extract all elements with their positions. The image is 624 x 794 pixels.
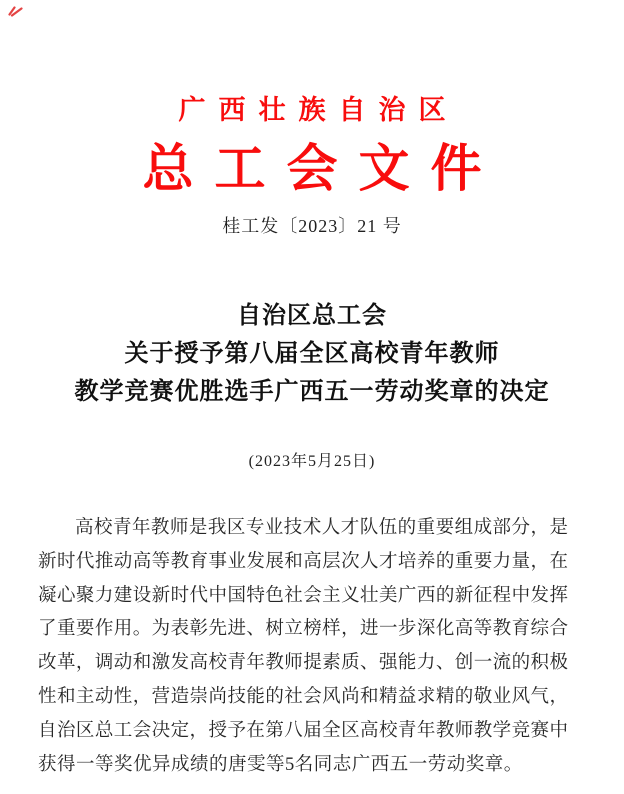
document-date: (2023年5月25日) [248,453,376,470]
body-paragraph [38,512,568,782]
document-number: 桂工发〔2023〕21 号 [222,216,402,236]
body-line-3: 凝心聚力建设新时代中国特色社会主义壮美广西的新征程中发挥 [38,585,568,606]
title-line-2: 关于授予第八届全区高校青年教师 [124,341,500,367]
body-line-2: 新时代推动高等教育事业发展和高层次人才培养的重要力量，在 [38,551,568,572]
body-line-8: 获得一等奖优异成绩的唐雯等5名同志广西五一劳动奖章。 [38,754,523,775]
body-line-6: 性和主动性，营造崇尚技能的社会风尚和精益求精的敬业风气， [38,686,568,707]
body-line-7: 自治区总工会决定，授予在第八届全区高校青年教师教学竞赛中 [38,720,568,741]
body-line-4: 了重要作用。为表彰先进、树立榜样，进一步深化高等教育综合 [38,619,568,640]
title-line-1: 自治区总工会 [237,303,387,329]
body-line-5: 改革，调动和激发高校青年教师提素质、强能力、创一流的积极 [38,653,568,674]
title-line-3: 教学竞赛优胜选手广西五一劳动奖章的决定 [74,379,550,405]
letterhead-region-name: 广西壮族自治区 [178,95,459,125]
letterhead-organization-title: 总工会文件 [142,142,503,198]
document-title-block [0,297,624,411]
corner-mark-icon [8,5,24,18]
body-line-1: 高校青年教师是我区专业技术人才队伍的重要组成部分，是 [75,518,568,538]
